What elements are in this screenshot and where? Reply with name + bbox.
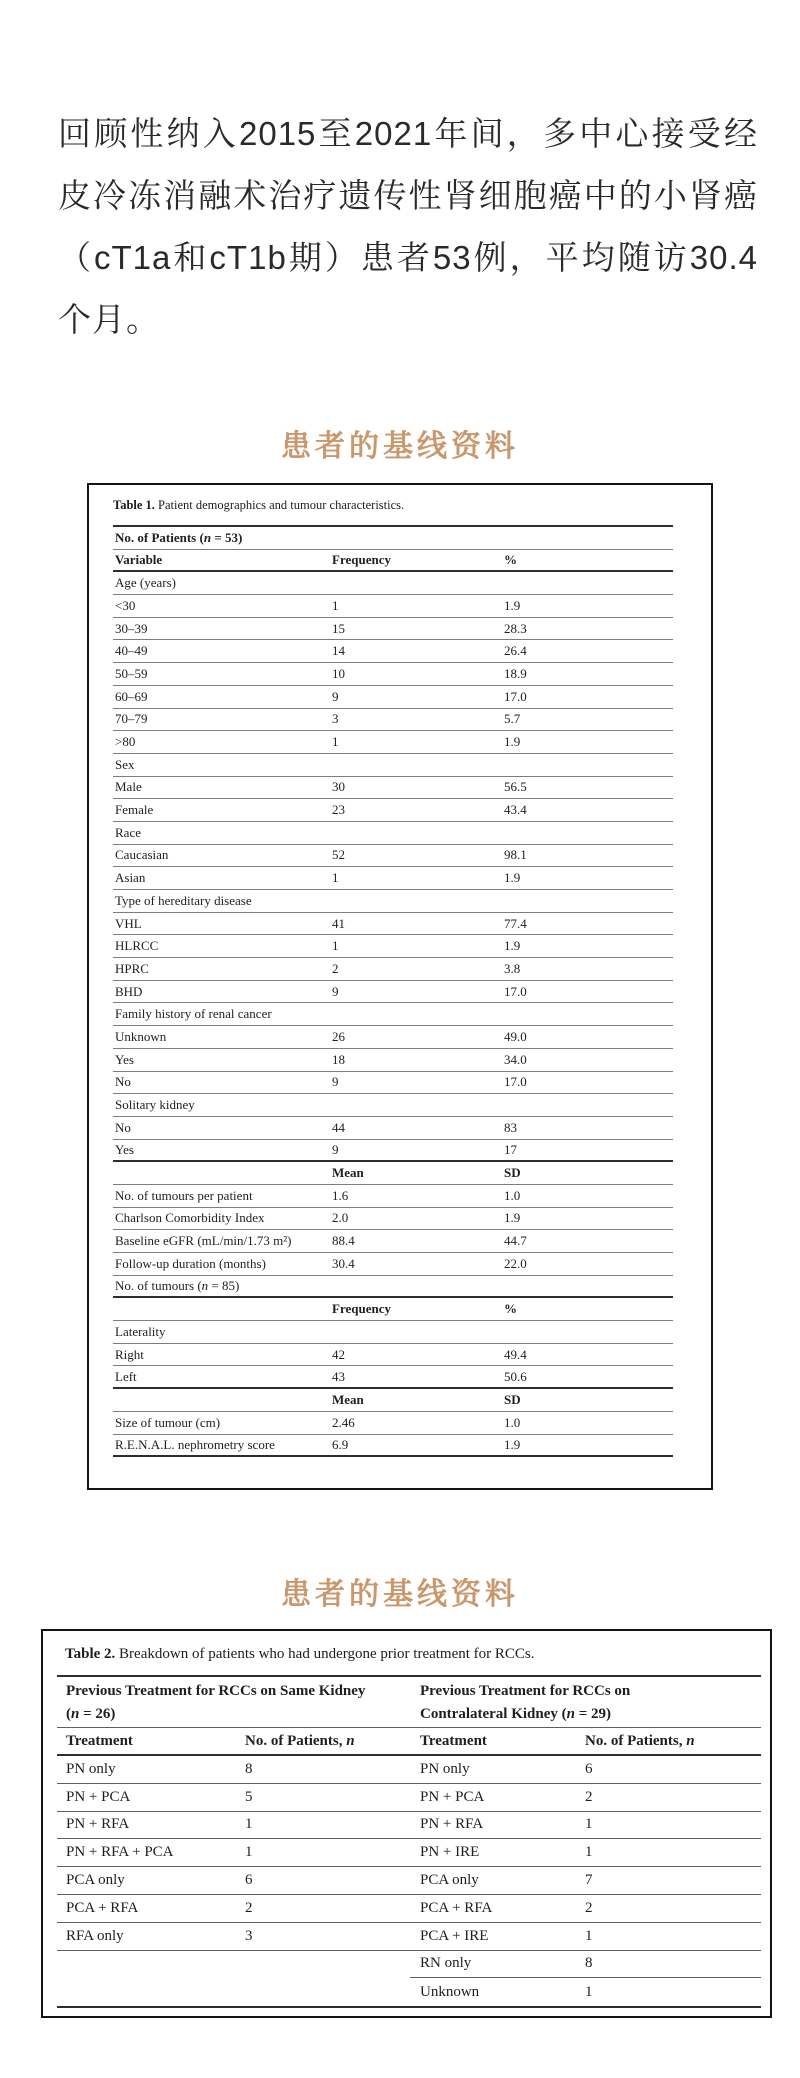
table-cell: 1.6 [332,1187,349,1203]
paragraph-line: 个月。 [58,301,160,338]
table-cell: >80 [115,734,136,750]
table-row [113,595,673,618]
table-row-half [410,1784,761,1812]
table-cell: 2 [585,1899,593,1916]
table-cell: 56.5 [504,779,527,795]
table-cell: 26 [332,1028,345,1044]
table-cell: 43 [332,1368,345,1384]
table-cell: PCA only [420,1872,479,1889]
table-row [113,731,673,754]
table-cell: Yes [115,1051,134,1067]
table-cell: 9 [332,688,339,704]
table-row [113,1140,673,1163]
table-cell: PN only [420,1760,470,1777]
table-cell: 30–39 [115,620,148,636]
table-row-half [410,1839,761,1867]
table-row [113,1230,673,1253]
table-cell: 98.1 [504,847,527,863]
table-cell: 34.0 [504,1051,527,1067]
table-cell: 1.0 [504,1414,521,1430]
table-cell: Solitary kidney [115,1097,195,1113]
table-row [113,1185,673,1208]
table-cell: PCA + RFA [420,1899,493,1916]
table-cell: % [504,1301,517,1317]
table-cell: 30 [332,779,345,795]
table-row [113,1049,673,1072]
table-cell: No [115,1119,131,1135]
table-row [113,1253,673,1276]
table-cell: 83 [504,1119,517,1135]
paragraph-line: （cT1a和cT1b期）患者53例，平均随访30.4 [58,239,758,276]
table-cell: 1 [332,938,339,954]
table-cell: Caucasian [115,847,169,863]
table-cell: 50.6 [504,1368,527,1384]
table-cell: No. of tumours (n = 85) [115,1278,240,1294]
table-cell: 1.9 [504,938,521,954]
table2-group-header-row [57,1677,761,1728]
table-cell: Right [115,1346,144,1362]
table-cell: 8 [245,1760,253,1777]
table-cell: PN + IRE [420,1844,480,1861]
table-row [113,1366,673,1389]
table-row [113,686,673,709]
table-cell: 49.0 [504,1028,527,1044]
column-header: No. of Patients, n [585,1732,695,1749]
table-cell: Frequency [332,1301,391,1317]
table-row-half [57,1867,410,1895]
table-row [113,1435,673,1458]
table-cell: 2 [245,1899,253,1916]
table-cell: 1 [332,734,339,750]
table-row [113,913,673,936]
table-cell: 1.9 [504,1210,521,1226]
table-cell: 44.7 [504,1233,527,1249]
table-cell: 17.0 [504,983,527,999]
table-cell: 1 [585,1983,593,2000]
table-cell: HLRCC [115,938,159,954]
table-row [113,935,673,958]
table-cell: 6 [245,1872,253,1889]
table-row [113,1276,673,1299]
table-cell: PN + PCA [66,1788,131,1805]
table-cell: 60–69 [115,688,148,704]
table-cell: VHL [115,915,142,931]
table-cell: 1 [585,1844,593,1861]
table-row-half [57,1784,410,1812]
table-cell: RFA only [66,1927,124,1944]
table-cell: 22.0 [504,1255,527,1271]
table-row [57,1839,761,1867]
table-row-half [57,1951,410,1979]
table-cell: 15 [332,620,345,636]
table-cell: 14 [332,643,345,659]
table-cell: BHD [115,983,143,999]
table-row-half [410,1951,761,1979]
table-cell: R.E.N.A.L. nephrometry score [115,1436,275,1452]
table-cell: 3.8 [504,960,521,976]
table-cell: RN only [420,1955,472,1972]
table-cell: 77.4 [504,915,527,931]
table-cell: % [504,552,517,568]
table-row [57,1812,761,1840]
table-cell: PCA + IRE [420,1927,489,1944]
table-row [57,1867,761,1895]
table-row-half [57,1756,410,1784]
table-cell: SD [504,1391,521,1407]
table2-right-group-header: Previous Treatment for RCCs on Contralateral Kidney (n = 29) [420,1683,631,1722]
table-row [113,890,673,913]
table-cell: Baseline eGFR (mL/min/1.73 m²) [115,1233,292,1249]
table-row [113,822,673,845]
table-cell: 9 [332,1141,339,1157]
table-cell: 1 [245,1844,253,1861]
table-cell: 17.0 [504,688,527,704]
table-cell: 2.0 [332,1210,349,1226]
table-cell: 1 [332,597,339,613]
table-cell: SD [504,1165,521,1181]
table-row [113,981,673,1004]
table-cell: Variable [115,552,163,568]
page-title: 研究方法 [57,33,126,50]
table-cell: 2.46 [332,1414,355,1430]
section-heading-baseline-2: 患者的基线资料 [281,1578,519,1611]
table-cell: 7 [585,1872,593,1889]
table1-demographics [87,483,713,1490]
table1-rows [113,525,673,1457]
section-heading-baseline-1: 患者的基线资料 [281,430,519,463]
table2-left-group-header: Previous Treatment for RCCs on Same Kidney (n = 26) [66,1683,366,1722]
table-row-half [57,1895,410,1923]
table-cell: 44 [332,1119,345,1135]
table-row-half [410,1923,761,1951]
table-cell: Yes [115,1141,134,1157]
table-cell: 2 [332,960,339,976]
table-row [113,640,673,663]
table-cell: 1 [585,1927,593,1944]
table-row [113,1298,673,1321]
table-row [113,663,673,686]
table-cell: 18.9 [504,665,527,681]
table2-caption-text: Breakdown of patients who had undergone prior treatment for RCCs. [115,1646,535,1662]
table-cell: 9 [332,1074,339,1090]
table2-rows [57,1675,761,2008]
table-cell: Frequency [332,552,391,568]
table-cell: 49.4 [504,1346,527,1362]
table-cell: 1.0 [504,1187,521,1203]
table-cell: PN + RFA [420,1816,484,1833]
table-row [113,958,673,981]
table-cell: <30 [115,597,136,613]
table-cell: 1.9 [504,870,521,886]
table-cell: 1.9 [504,1436,521,1452]
table-cell: 50–59 [115,665,148,681]
table-cell: 17 [504,1141,517,1157]
table-cell: HPRC [115,960,149,976]
table-row [113,1117,673,1140]
table-cell: PN + PCA [420,1788,485,1805]
table1-caption-text: Patient demographics and tumour characteristics. [154,498,405,512]
table-cell: Mean [332,1165,364,1181]
table-cell: 1 [245,1816,253,1833]
column-header: Treatment [420,1732,487,1749]
column-header: No. of Patients, n [245,1732,355,1749]
table-row-half [57,1923,410,1951]
table-cell: Charlson Comorbidity Index [115,1210,265,1226]
table-cell: 5 [245,1788,253,1805]
table-cell: Type of hereditary disease [115,892,252,908]
table-cell: Age (years) [115,575,176,591]
table-row [57,1784,761,1812]
table-row [113,1026,673,1049]
table-row [113,1412,673,1435]
table-cell: 42 [332,1346,345,1362]
table-row [113,1344,673,1367]
table-row [113,1003,673,1026]
table-cell: 40–49 [115,643,148,659]
table-row [113,572,673,595]
table-cell: No [115,1074,131,1090]
table-cell: Sex [115,756,135,772]
method-paragraph [58,103,758,351]
table-cell: 26.4 [504,643,527,659]
table-row [113,1389,673,1412]
table-row [113,1321,673,1344]
table1-caption [113,498,404,513]
table-cell: Laterality [115,1323,166,1339]
table-cell: Asian [115,870,146,886]
table-cell: PCA only [66,1872,125,1889]
table-row-half [410,1756,761,1784]
table-row [57,1756,761,1784]
table-row [113,867,673,890]
table-cell: 2 [585,1788,593,1805]
table-row-half [410,1895,761,1923]
paragraph-line: 皮冷冻消融术治疗遗传性肾细胞癌中的小肾癌 [58,177,758,214]
table-row [113,550,673,573]
table2-bottom-rule [57,2006,761,2008]
table-row-half [410,1812,761,1840]
table-cell: Family history of renal cancer [115,1006,272,1022]
table2-prior-treatment [41,1629,772,2018]
table2-caption-label: Table 2. [65,1646,116,1662]
table-row-half [57,1978,410,2006]
table-cell: Mean [332,1391,364,1407]
table-cell: 30.4 [332,1255,355,1271]
table-row [113,845,673,868]
table-row [113,1094,673,1117]
table-cell: PN only [66,1760,116,1777]
table-row-half [410,1978,761,2006]
table-cell: 88.4 [332,1233,355,1249]
table-cell: 70–79 [115,711,148,727]
table-row [113,1072,673,1095]
table-cell: 1 [332,870,339,886]
table-cell: PN + RFA [66,1816,130,1833]
table-cell: 43.4 [504,802,527,818]
table-row [113,618,673,641]
table-cell: 52 [332,847,345,863]
table-row [113,709,673,732]
table-cell: 5.7 [504,711,521,727]
table-cell: 28.3 [504,620,527,636]
table-cell: 23 [332,802,345,818]
table-cell: PN + RFA + PCA [66,1844,174,1861]
table-cell: Male [115,779,142,795]
table2-caption [65,1646,535,1663]
table-row [57,1923,761,1951]
table-cell: Unknown [115,1028,167,1044]
table-cell: 1.9 [504,597,521,613]
table-row [113,527,673,550]
table-cell: Female [115,802,154,818]
table-row [57,1951,761,1979]
table-cell: 6.9 [332,1436,349,1452]
table-row [113,1162,673,1185]
table-cell: Follow-up duration (months) [115,1255,266,1271]
table-cell: 9 [332,983,339,999]
table-cell: Race [115,824,141,840]
table-cell: 8 [585,1955,593,1972]
table-cell: 6 [585,1760,593,1777]
table-row [57,1978,761,2006]
table-cell: PCA + RFA [66,1899,139,1916]
table-row [113,754,673,777]
column-header: Treatment [66,1732,133,1749]
table-row-half [410,1867,761,1895]
table-cell: 17.0 [504,1074,527,1090]
table-cell: 10 [332,665,345,681]
table-cell: 1 [585,1816,593,1833]
table-row [113,1208,673,1231]
table2-column-header-row [57,1728,761,1756]
table-row-half [57,1812,410,1840]
table-cell: 1.9 [504,734,521,750]
table-cell: 41 [332,915,345,931]
paragraph-line: 回顾性纳入2015至2021年间，多中心接受经 [58,115,758,152]
table-cell: No. of tumours per patient [115,1187,253,1203]
table-cell: 3 [245,1927,253,1944]
table-cell: Unknown [420,1983,480,2000]
table-cell: Size of tumour (cm) [115,1414,221,1430]
table-cell: 3 [332,711,339,727]
table-row [57,1895,761,1923]
table-cell: 18 [332,1051,345,1067]
table-row-half [57,1839,410,1867]
table-cell: Left [115,1368,137,1384]
table-row [113,799,673,822]
table-cell: No. of Patients (n = 53) [115,529,243,545]
table-row [113,777,673,800]
table1-caption-label: Table 1. [113,498,155,512]
